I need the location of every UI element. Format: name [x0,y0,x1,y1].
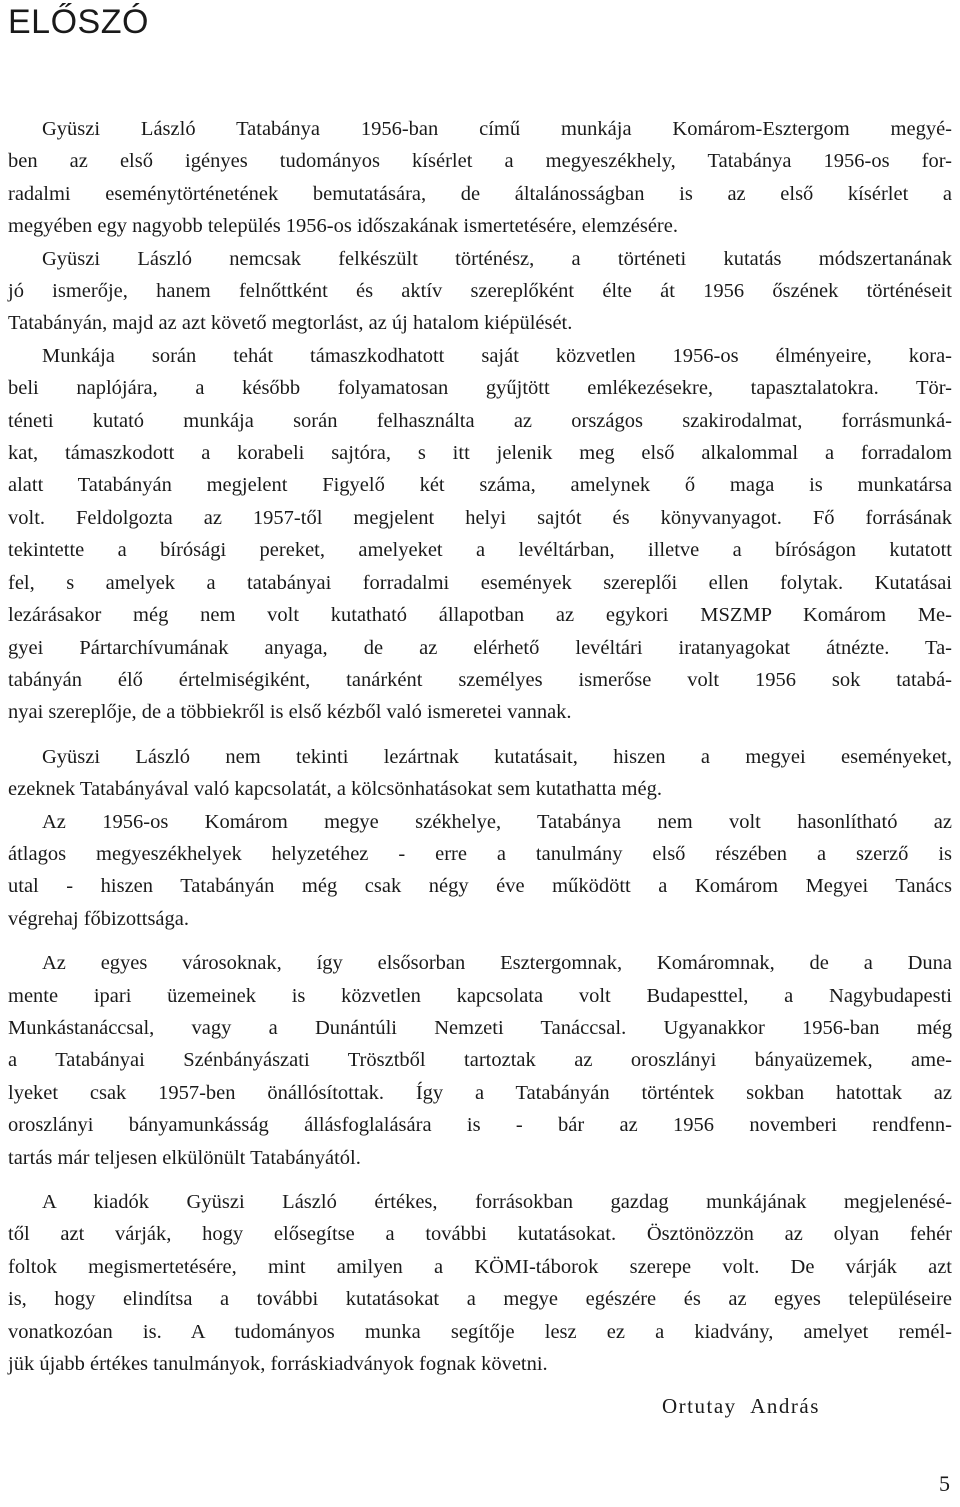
text-line: a Tatabányai Szénbányászati Trösztből tartoztak az oroszlányi bányaüzemek, ame- [8,1049,952,1072]
text-line: jük újabb értékes tanulmányok, forráskiadványok fognak követni. [8,1353,548,1376]
text-line: végrehaj főbizottsága. [8,907,190,930]
text-line: tekintette a bírósági pereket, amelyeket a levéltárban, illetve a bíróságon kutatott [8,539,952,562]
text-line: Tatabányán, majd az azt követő megtorlást, az új hatalom kiépülését. [8,312,573,335]
paragraph [8,947,952,1174]
text-line: tartás már teljesen elkülönült Tatabányától. [8,1146,361,1169]
text-line: lezárásakor még nem volt kutatható állapotban az egykori MSZMP Komárom Me- [8,604,952,627]
page-number: 5 [939,1471,950,1496]
text-line: nyai szereplője, de a többiekről is első kézből való ismeretei vannak. [8,701,572,724]
text-line: megyében egy nagyobb település 1956-os időszakának ismertetésére, elemzésére. [8,215,678,238]
author-signature: Ortutay András [662,1394,820,1418]
text-line: Gyüszi László nemcsak felkészült történész, a történeti kutatás módszertanának [42,247,952,270]
text-line: fel, s amelyek a tatabányai forradalmi események szereplői ellen folytak. Kutatásai [8,571,952,594]
text-line: volt. Feldolgozta az 1957-től megjelent helyi sajtót és könyvanyagot. Fő forrásának [8,506,952,529]
paragraph [8,1186,952,1380]
text-line: Az egyes városoknak, így elsősorban Esztergomnak, Komáromnak, de a Duna [42,952,952,975]
text-line: kat, támaszkodott a korabeli sajtóra, s itt jelenik meg első alkalommal a forradalom [8,442,952,465]
text-line: átlagos megyeszékhelyek helyzetéhez - erre a tanulmány első részében a szerző is [8,842,952,865]
text-line: ezeknek Tatabányával való kapcsolatát, a kölcsönhatásokat sem kutathatta még. [8,778,662,801]
text-line: Gyüszi László nem tekinti lezártnak kutatásait, hiszen a megyei eseményeket, [42,745,952,768]
text-line: Munkástanáccsal, vagy a Dunántúli Nemzeti Tanáccsal. Ugyanakkor 1956-ban még [8,1016,952,1039]
text-line: jó ismerője, hanem felnőttként és aktív szereplőként élte át 1956 őszének történéseit [8,280,952,303]
text-line: utal - hiszen Tatabányán még csak négy éve működött a Komárom Megyei Tanács [8,875,952,898]
text-line: foltok megismertetésére, mint amilyen a KÖMI-táborok szerepe volt. De várják azt [8,1255,952,1278]
text-line: tabányán élő értelmiségiként, tanárként személyes ismerőse volt 1956 sok tatabá- [8,668,952,691]
text-line: gyei Pártarchívumának anyaga, de az elérhető levéltári iratanyagokat átnézte. Ta- [8,636,952,659]
paragraph [8,113,952,729]
text-line: ben az első igényes tudományos kísérlet a megyeszékhely, Tatabánya 1956-os for- [8,150,952,173]
text-line: Az 1956-os Komárom megye székhelye, Tatabánya nem volt hasonlítható az [42,810,952,833]
text-line: A kiadók Gyüszi László értékes, forrásokban gazdag munkájának megjelenésé- [42,1191,952,1213]
text-line: Gyüszi László Tatabánya 1956-ban című munkája Komárom-Esztergom megyé- [42,118,952,140]
preface-body [8,113,952,1380]
page-title: ELŐSZÓ [8,3,149,41]
text-line: től azt várják, hogy elősegítse a további kutatásokat. Ösztönözzön az olyan fehér [8,1223,952,1246]
text-line: vonatkozóan is. A tudományos munka segítője lesz ez a kiadvány, amelyet remél- [8,1320,952,1343]
text-line: Munkája során tehát támaszkodhatott saját közvetlen 1956-os élményeire, kora- [42,344,952,367]
text-line: mente ipari üzemeinek is közvetlen kapcsolata volt Budapesttel, a Nagybudapesti [8,984,952,1007]
text-line: beli naplójára, a később folyamatosan gyűjtött emlékezésekre, tapasztalatokra. Tör- [8,377,952,400]
text-line: lyeket csak 1957-ben önállósítottak. Így a Tatabányán történtek sokban hatottak az [8,1081,952,1104]
text-line: alatt Tatabányán megjelent Figyelő két száma, amelynek ő maga is munkatársa [8,474,952,497]
paragraph [8,741,952,935]
text-line: téneti kutató munkája során felhasználta az országos szakirodalmat, forrásmunká- [8,409,952,432]
text-line: oroszlányi bányamunkásság állásfoglalására is - bár az 1956 novemberi rendfenn- [8,1114,952,1137]
text-line: radalmi eseménytörténetének bemutatására, de általánosságban is az első kísérlet a [8,182,952,205]
text-line: is, hogy elindítsa a további kutatásokat a megye egészére és az egyes településeire [8,1288,952,1311]
